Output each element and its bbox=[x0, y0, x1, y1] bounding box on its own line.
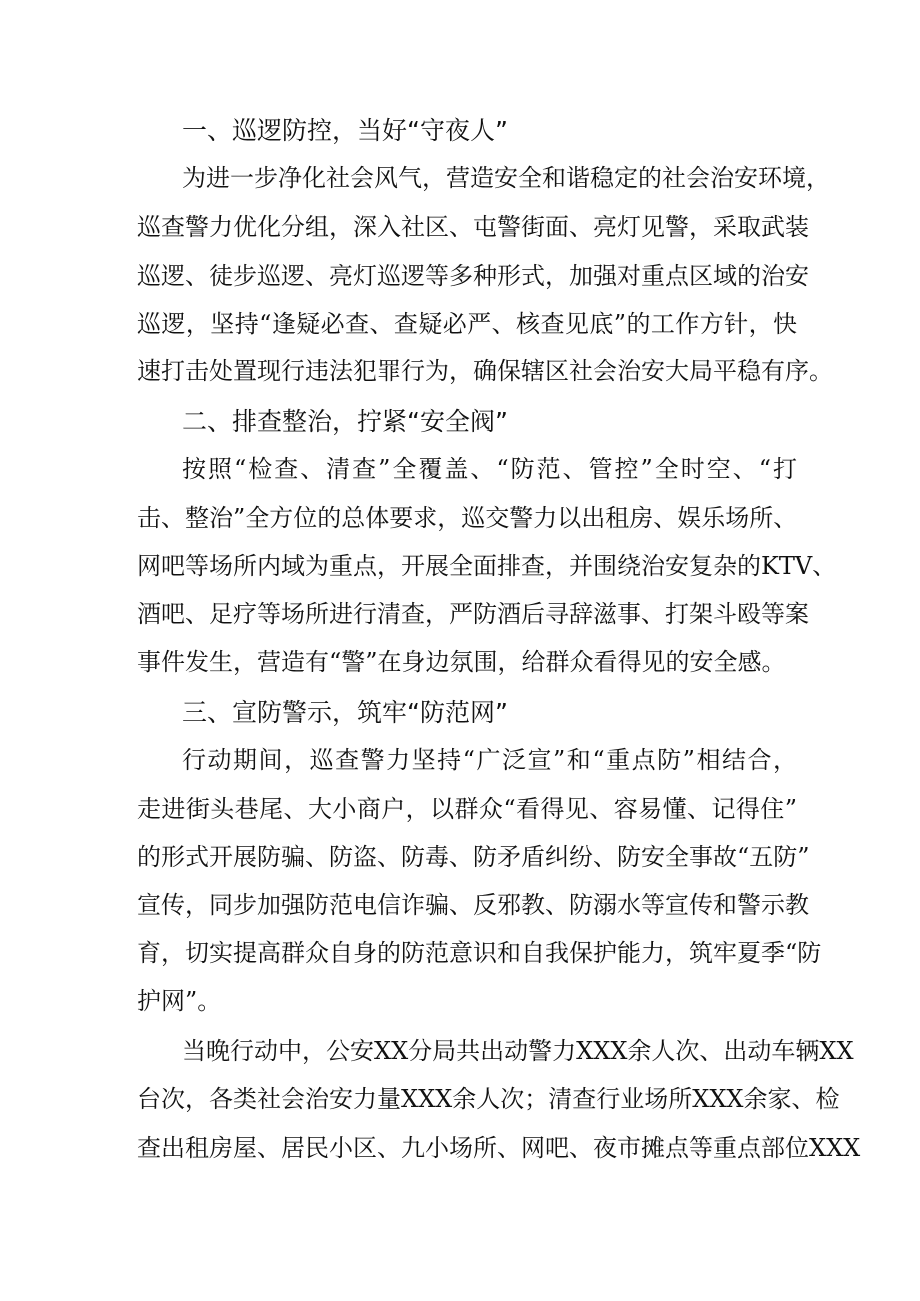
paragraph-line: 为进一步净化社会风气，营造安全和谐稳定的社会治安环境， bbox=[182, 164, 830, 192]
paragraph-line: 查出租房屋、居民小区、九小场所、网吧、夜市摊点等重点部位XXX bbox=[137, 1134, 861, 1162]
paragraph-line: 宣传，同步加强防范电信诈骗、反邪教、防溺水等宣传和警示教 bbox=[137, 891, 809, 919]
paragraph-line: 育，切实提高群众自身的防范意识和自我保护能力，筑牢夏季“防 bbox=[137, 939, 822, 967]
paragraph-line: 网吧等场所内域为重点，开展全面排查，并围绕治安复杂的KTV、 bbox=[137, 552, 837, 580]
section-heading-patrol: 一、巡逻防控，当好“守夜人” bbox=[182, 116, 508, 145]
paragraph-line: 事件发生，营造有“警”在身边氛围，给群众看得见的安全感。 bbox=[137, 648, 786, 676]
paragraph-line: 巡逻，坚持“逢疑必查、查疑必严、核查见底”的工作方针，快 bbox=[137, 310, 797, 338]
paragraph-line: 按照“检查、清查”全覆盖、“防范、管控”全时空、“打 bbox=[182, 455, 797, 483]
paragraph-line: 巡逻、徒步巡逻、亮灯巡逻等多种形式，加强对重点区域的治安 bbox=[137, 262, 809, 290]
section-heading-inspection: 二、排查整治，拧紧“安全阀” bbox=[182, 407, 508, 436]
paragraph-line: 台次，各类社会治安力量XXX余人次；清查行业场所XXX余家、检 bbox=[137, 1085, 840, 1113]
paragraph-line: 击、整治”全方位的总体要求，巡交警力以出租房、娱乐场所、 bbox=[137, 504, 798, 532]
paragraph-line: 酒吧、足疗等场所进行清查，严防酒后寻辞滋事、打架斗殴等案 bbox=[137, 600, 809, 628]
paragraph-line: 当晚行动中，公安XX分局共出动警力XXX余人次、出动车辆XX bbox=[182, 1037, 854, 1065]
paragraph-line: 速打击处置现行违法犯罪行为，确保辖区社会治安大局平稳有序。 bbox=[137, 357, 833, 385]
paragraph-line: 走进街头巷尾、大小商户，以群众“看得见、容易懂、记得住” bbox=[137, 795, 797, 823]
paragraph-line: 行动期间，巡查警力坚持“广泛宣”和“重点防”相结合， bbox=[182, 746, 797, 774]
paragraph-line: 护网”。 bbox=[137, 987, 222, 1015]
paragraph-line: 巡查警力优化分组，深入社区、屯警街面、亮灯见警，采取武装 bbox=[137, 213, 809, 241]
paragraph-line: 的形式开展防骗、防盗、防毒、防矛盾纠纷、防安全事故“五防” bbox=[137, 843, 810, 871]
section-heading-publicity: 三、宣防警示，筑牢“防范网” bbox=[182, 698, 508, 727]
